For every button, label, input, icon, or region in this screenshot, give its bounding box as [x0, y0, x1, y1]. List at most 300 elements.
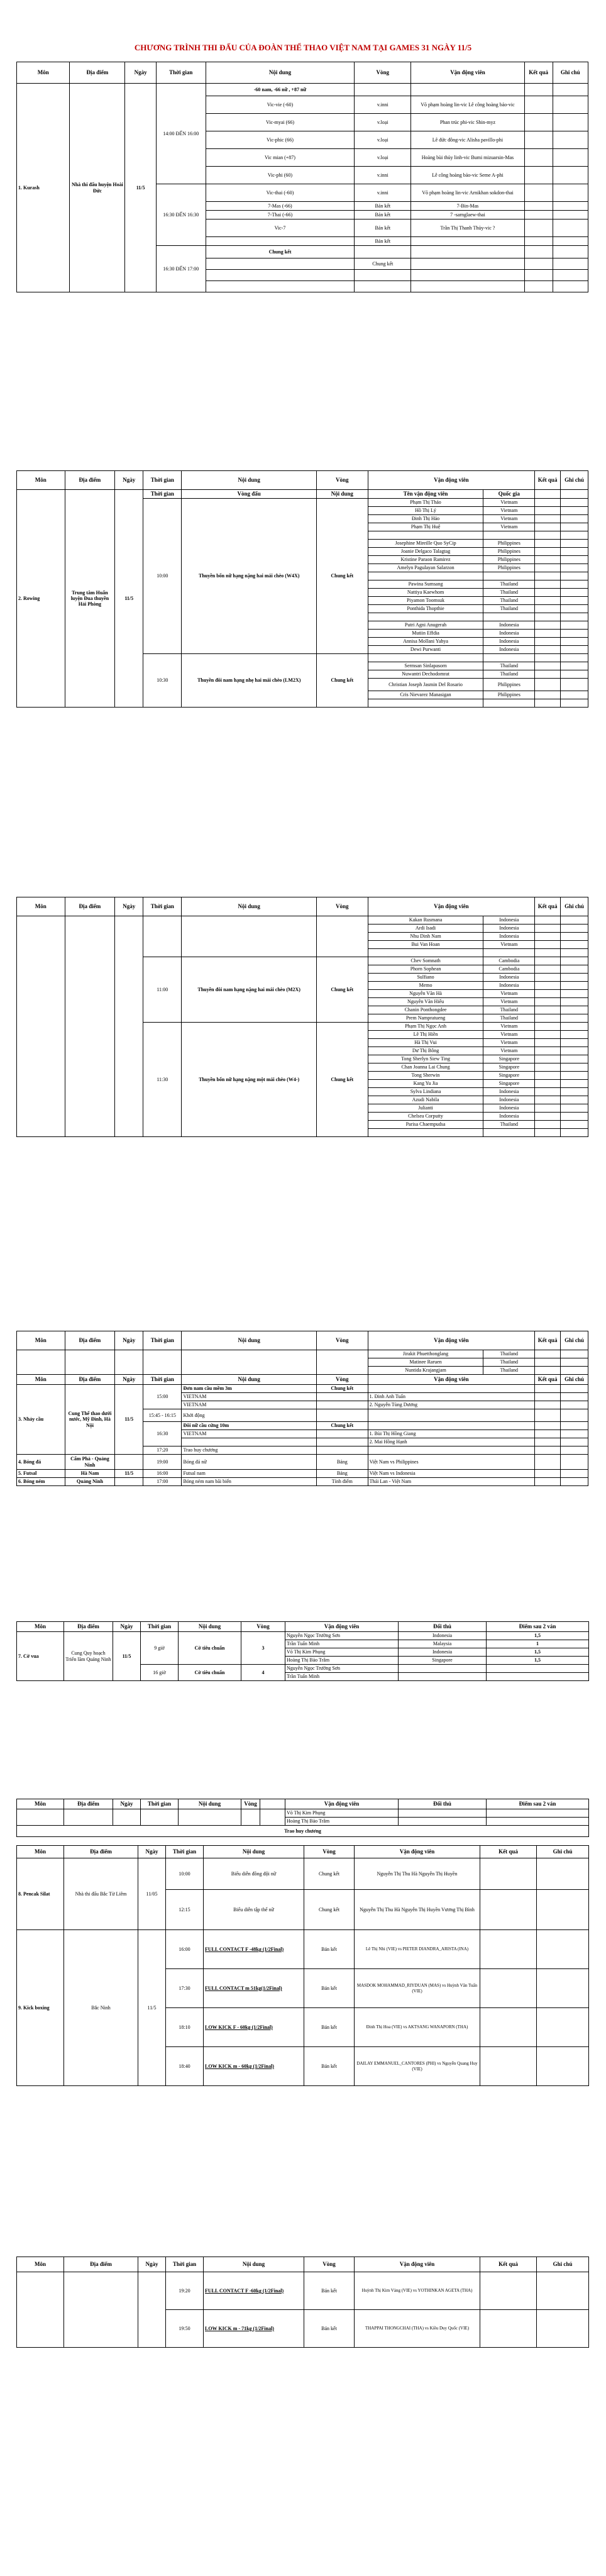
header-thoi-gian: Thời gian [166, 1846, 204, 1858]
event: 7-Thai (-66) [206, 211, 355, 219]
chess-continued-table [16, 1799, 589, 1837]
athlete-name: Julianti [368, 1104, 483, 1113]
header-vong: Vòng [355, 62, 411, 84]
country: Indonesia [483, 646, 535, 654]
header-mon: Môn [17, 1375, 65, 1385]
event: Futsal nam [182, 1470, 316, 1478]
diving-table [16, 1331, 588, 1486]
round: Bán kết [304, 2047, 355, 2086]
header-noi-dung: Nội dung [206, 62, 355, 84]
round: 3 [241, 1632, 285, 1665]
round: v.loại [355, 114, 411, 131]
round: v.inni [355, 167, 411, 184]
header-mon: Môn [17, 2257, 64, 2272]
event: Vic-phic (66) [206, 131, 355, 149]
event: Khởi động [182, 1409, 316, 1422]
country: Philippines [483, 564, 535, 572]
athletes: Hoàng bùi thủy linh-vic Bumi mizuarsin-Mas [411, 149, 524, 167]
header-ket-qua: Kết quả [535, 1331, 561, 1350]
athletes: Lê đức đông-vic Alisha pavillo-phi [411, 131, 524, 149]
country: Indonesia [483, 1113, 535, 1121]
country: Philippines [483, 548, 535, 556]
athlete-name: Nhu Dinh Nam [368, 933, 483, 941]
header-ngay: Ngày [138, 1846, 166, 1858]
athlete-name: Putri Agni Anugerah [368, 621, 483, 630]
athlete-name: Dư Thị Bông [368, 1047, 483, 1055]
header-vdv: Vận động viên [411, 62, 524, 84]
round: Chung kết [316, 654, 368, 708]
round: Bán kết [304, 1930, 355, 1969]
header-thoi-gian: Thời gian [156, 62, 206, 84]
time: 10:00 [143, 499, 182, 654]
header-mon: Môn [17, 1622, 64, 1632]
round: v.loại [355, 131, 411, 149]
header-dia-diem: Địa điểm [64, 2257, 138, 2272]
round: Bán kết [304, 1969, 355, 2008]
athlete-name: Nguyễn Ngọc Trường Sơn [285, 1632, 399, 1640]
country: Thailand [483, 1367, 535, 1375]
athlete-name: Chev Somnath [368, 957, 483, 965]
header-thoi-gian: Thời gian [143, 471, 182, 490]
athlete-name: Võ Thị Kim Phụng [285, 1648, 399, 1657]
header-ket-qua: Kết quả [535, 471, 561, 490]
header-ket-qua: Kết quả [535, 1375, 561, 1385]
kickboxing-continued-table [16, 2257, 589, 2348]
opponent: Indonesia [399, 1632, 487, 1640]
round: v.inni [355, 184, 411, 202]
round: Chung kết [316, 1422, 368, 1430]
time: 16:00 [143, 1470, 182, 1478]
athletes: Nguyễn Thị Thu Hà Nguyễn Thị Huyền Vương Thị Bình [355, 1890, 480, 1930]
header-dia-diem: Địa điểm [65, 897, 115, 916]
date: 11/5 [125, 84, 157, 292]
header-diem: Điểm sau 2 ván [487, 1622, 589, 1632]
rowing-continued-table [16, 897, 588, 1137]
sport-name: 7. Cờ vua [17, 1632, 64, 1681]
header-thoi-gian: Thời gian [143, 897, 182, 916]
header-dia-diem: Địa điểm [65, 1331, 115, 1350]
header-vdv: Vận động viên [368, 897, 535, 916]
athlete-name: Nuntida Krajangjam [368, 1367, 483, 1375]
athletes: Lê Thị Nhi (VIE) vs PIETER DIANDRA_ARISTA (INA) [355, 1930, 480, 1969]
time: 17:20 [143, 1446, 182, 1455]
athlete-name: Hà Thị Vui [368, 1039, 483, 1047]
athletes: Việt Nam vs Philippines [368, 1455, 535, 1470]
country: Vietnam [483, 1031, 535, 1039]
header-ghi-chu: Ghi chú [537, 1846, 589, 1858]
athlete-name: Memo [368, 982, 483, 990]
header-vdv: Vận động viên [368, 471, 535, 490]
athlete-name: Cris Nievarez Manasigan [368, 691, 483, 699]
round: Chung kết [355, 258, 411, 270]
athlete-name: Dewi Purwanti [368, 646, 483, 654]
athletes: Huỳnh Thị Kim Vàng (VIE) vs YOTHINKAN AGETA (THA) [355, 2272, 480, 2310]
header-doi-thu: Đối thủ [399, 1799, 487, 1809]
country: Philippines [483, 679, 535, 691]
header-dia-diem: Địa điểm [64, 1799, 113, 1809]
venue: Quảng Ninh [65, 1478, 115, 1486]
round: Tính điểm [316, 1478, 368, 1486]
category: -60 nam, -66 nữ , +87 nữ [206, 84, 355, 96]
athlete-name: Jirakit Phuetthonglang [368, 1350, 483, 1358]
country: Singapore [483, 1055, 535, 1063]
round: Chung kết [304, 1890, 355, 1930]
sport-name: 9. Kick boxing [17, 1930, 64, 2086]
time: 18:10 [166, 2008, 204, 2047]
event: Vic-phi (60) [206, 167, 355, 184]
round: Bán kết [355, 211, 411, 219]
country: Thailand [483, 1006, 535, 1014]
header-vong: Vòng [316, 897, 368, 916]
sport-name: 4. Bóng đá [17, 1455, 65, 1470]
country: Indonesia [483, 621, 535, 630]
country: Vietnam [483, 998, 535, 1006]
time: 15:45 - 16:15 [143, 1409, 182, 1422]
header-ngay: Ngày [115, 897, 143, 916]
time: 19:50 [166, 2310, 204, 2348]
time: 16:00 [166, 1930, 204, 1969]
athletes: MASDOK MOHAMMAD_RIYDUAN (MAS) vs Huỳnh Văn Tuấn (VIE) [355, 1969, 480, 2008]
sport-name: 5. Futsal [17, 1470, 65, 1478]
country: Indonesia [483, 916, 535, 924]
score: 1 [487, 1640, 589, 1648]
time: 16:30 ĐẾN 16:30 [156, 184, 206, 246]
country: Vietnam [483, 941, 535, 949]
athlete-name: Azudi Nabila [368, 1096, 483, 1104]
event: Biểu diễn đồng đội nữ [204, 1858, 304, 1890]
header-ket-qua: Kết quả [480, 1846, 537, 1858]
athlete-name: Nguyễn Văn Hiếu [368, 998, 483, 1006]
round: v.loại [355, 149, 411, 167]
athlete-name: Nattiya Kaewhom [368, 589, 483, 597]
time: 17:00 [143, 1478, 182, 1486]
time: 19:00 [143, 1455, 182, 1470]
event: Vic-vie (-60) [206, 96, 355, 114]
country: Philippines [483, 691, 535, 699]
country: Vietnam [483, 1023, 535, 1031]
date: 11/5 [115, 1470, 143, 1478]
date: 11/05 [138, 1858, 166, 1930]
time: 19:20 [166, 2272, 204, 2310]
venue: Trung tâm Huấn luyện Đua thuyền Hải Phòng [65, 490, 115, 708]
event: LOW KICK m - 60kg (1/2Final) [204, 2047, 304, 2086]
time: 16:30 [143, 1422, 182, 1446]
header-mon: Môn [17, 1799, 64, 1809]
header-ghi-chu: Ghi chú [537, 2257, 589, 2272]
header-vong: Vòng [241, 1622, 285, 1632]
country: Thailand [483, 1350, 535, 1358]
pencak-kickboxing-table [16, 1845, 589, 2086]
country: Thailand [483, 597, 535, 605]
sport-name: 8. Pencak Silat [17, 1858, 64, 1930]
header-dia-diem: Địa điểm [65, 1375, 115, 1385]
event: Đơn nam cầu mềm 3m [182, 1385, 316, 1393]
header-ngay: Ngày [113, 1622, 141, 1632]
country: Singapore [483, 1080, 535, 1088]
header-thoi-gian: Thời gian [166, 2257, 204, 2272]
header-dia-diem: Địa điểm [64, 1846, 138, 1858]
athlete-name: Nguyễn Ngọc Trường Sơn [285, 1665, 399, 1673]
time: 16:30 ĐẾN 17:00 [156, 246, 206, 292]
country: Thailand [483, 662, 535, 670]
time: 11:30 [143, 1023, 182, 1137]
header-vong: Vòng [304, 2257, 355, 2272]
athletes: 7-Bin-Mas [411, 202, 524, 211]
score: 1,5 [487, 1648, 589, 1657]
sport-name: 1. Kurash [17, 84, 70, 292]
event: Thuyền bốn nữ hạng nặng một mái chèo (W4-) [182, 1023, 316, 1137]
header-vdv: Vận động viên [285, 1622, 399, 1632]
country: Indonesia [483, 638, 535, 646]
country: Indonesia [483, 982, 535, 990]
header-dia-diem: Địa điểm [64, 1622, 113, 1632]
award-ceremony: Trao huy chương [17, 1826, 589, 1837]
athlete-name: Lê Thị Hiền [368, 1031, 483, 1039]
athletes: Đinh Thị Hoa (VIE) vs AKTSANG WANAPORN (THA) [355, 2008, 480, 2047]
sport-name: 3. Nhảy cầu [17, 1385, 65, 1455]
header-ghi-chu: Ghi chú [561, 897, 588, 916]
round: 4 [241, 1665, 285, 1681]
event: Vic-thai (-60) [206, 184, 355, 202]
country: Indonesia [483, 974, 535, 982]
athlete-name: Amelyn Pagulayan Salarzon [368, 564, 483, 572]
header-doi-thu: Đối thủ [399, 1622, 487, 1632]
event: Thuyền bốn nữ hạng nặng hai mái chèo (W4X) [182, 499, 316, 654]
athlete-name: Ardi Isadi [368, 924, 483, 933]
athletes: Phan trúc phi-vic Shin-myz [411, 114, 524, 131]
venue: Nhà thi đấu huyện Hoài Đức [70, 84, 125, 292]
country: Indonesia [483, 630, 535, 638]
athletes: Lê công hoàng bảo-vic Seme A-phi [411, 167, 524, 184]
round: Bán kết [304, 2310, 355, 2348]
header-noi-dung: Nội dung [179, 1799, 241, 1809]
athlete-name: Phạm Thị Ngọc Anh [368, 1023, 483, 1031]
athlete-name: Kang Yu Jia [368, 1080, 483, 1088]
event: Thuyền đôi nam hạng nặng hai mái chèo (M2X) [182, 957, 316, 1023]
country: Thailand [483, 1014, 535, 1023]
date: 11/5 [138, 1930, 166, 2086]
header-mon: Môn [17, 1331, 65, 1350]
country: VIETNAM [182, 1430, 316, 1438]
kurash-table [16, 62, 588, 292]
opponent: Singapore [399, 1657, 487, 1665]
athlete-name: Hoàng Thị Bảo Trâm [285, 1657, 399, 1665]
header-vong: Vòng [316, 1331, 368, 1350]
athlete-name: Bui Van Hoan [368, 941, 483, 949]
country: VIETNAM [182, 1401, 316, 1409]
header-vong: Vòng [316, 471, 368, 490]
header-noi-dung: Nội dung [179, 1622, 241, 1632]
country: Philippines [483, 540, 535, 548]
header-noi-dung: Nội dung [182, 1331, 316, 1350]
athlete-name: 1. Bùi Thị Hồng Giang [368, 1430, 535, 1438]
country: Indonesia [483, 1088, 535, 1096]
athlete-name: 2. Mai Hồng Hạnh [368, 1438, 535, 1446]
header-noi-dung: Nội dung [182, 1375, 316, 1385]
header-quoc-gia: Quốc gia [483, 490, 535, 499]
athlete-name: Matinee Raruen [368, 1358, 483, 1367]
athletes: DAILAY EMMANUEL_CANTORES (PHI) vs Nguyễn Quang Huy (VIE) [355, 2047, 480, 2086]
event: FULL CONTACT F -60kg (1/2Final) [204, 2272, 304, 2310]
athletes: Võ phạm hoàng lin-vic Lê công hoàng bảo-vic [411, 96, 524, 114]
athletes: Trần Thị Thanh Thủy-vic ? [411, 219, 524, 237]
time: 17:30 [166, 1969, 204, 2008]
venue: Nhà thi đấu Bắc Từ Liêm [64, 1858, 138, 1930]
country: Thailand [483, 589, 535, 597]
athlete-name: Chelsea Corputty [368, 1113, 483, 1121]
header-ngay: Ngày [115, 471, 143, 490]
header-ngay: Ngày [138, 2257, 166, 2272]
header-mon: Môn [17, 897, 65, 916]
event: FULL CONTACT m 51kg(1/2Final) [204, 1969, 304, 2008]
event: Trao huy chương [182, 1446, 316, 1455]
header-ngay: Ngày [115, 1375, 143, 1385]
country: Indonesia [483, 933, 535, 941]
date: 11/5 [113, 1632, 141, 1681]
athlete-name: Đinh Thị Hảo [368, 515, 483, 523]
opponent: Malaysia [399, 1640, 487, 1648]
event: Vic mian (+87) [206, 149, 355, 167]
round: Bán kết [304, 2008, 355, 2047]
header-ghi-chu: Ghi chú [561, 1331, 588, 1350]
round: Chung kết [304, 1858, 355, 1890]
time: 18:40 [166, 2047, 204, 2086]
country: Indonesia [483, 1096, 535, 1104]
header-noi-dung: Nội dung [182, 897, 316, 916]
country: Philippines [483, 556, 535, 564]
header-vong: Vòng [241, 1799, 260, 1809]
time: 9 giờ [141, 1632, 179, 1665]
round: Chung kết [316, 1023, 368, 1137]
country: Singapore [483, 1072, 535, 1080]
score: 1,5 [487, 1657, 589, 1665]
event: 7-Mas (-66) [206, 202, 355, 211]
header-noi-dung: Nội dung [182, 471, 316, 490]
header-ket-qua: Kết quả [524, 62, 553, 84]
country: VIETNAM [182, 1393, 316, 1401]
header-vdv: Vận động viên [355, 1846, 480, 1858]
header-thoi-gian: Thời gian [143, 1375, 182, 1385]
time: 12:15 [166, 1890, 204, 1930]
date: 11/5 [115, 1385, 143, 1455]
athlete-name: 1. Đinh Anh Tuấn [368, 1393, 535, 1401]
venue: Cung Thể thao dưới nước, Mỹ Đình, Hà Nội [65, 1385, 115, 1455]
header-thoi-gian: Thời gian [141, 1799, 179, 1809]
round: Chung kết [316, 957, 368, 1023]
header-vdv: Vận động viên [285, 1799, 399, 1809]
header-thoi-gian: Thời gian [143, 1331, 182, 1350]
country: Vietnam [483, 515, 535, 523]
final-label: Chung kết [206, 246, 355, 258]
athlete-name: Tong Sherlyn Siew Ting [368, 1055, 483, 1063]
event: LOW KICK F - 60kg (1/2Final) [204, 2008, 304, 2047]
athlete-name: Josephine Mireille Quo SyCip [368, 540, 483, 548]
event: Bóng đá nữ [182, 1455, 316, 1470]
header-vong: Vòng [304, 1846, 355, 1858]
athlete-name: Sulfiano [368, 974, 483, 982]
athlete-name: Trần Tuấn Minh [285, 1640, 399, 1648]
header-ngay: Ngày [115, 1331, 143, 1350]
athletes: 7 -sarnglaew-thai [411, 211, 524, 219]
country: Thailand [483, 1121, 535, 1129]
time: 14:00 ĐẾN 16:00 [156, 84, 206, 184]
athlete-name: Chanin Ponthongdee [368, 1006, 483, 1014]
time: 11:00 [143, 957, 182, 1023]
event: Cờ tiêu chuẩn [179, 1632, 241, 1665]
country: Vietnam [483, 499, 535, 507]
header-noi-dung: Nội dung [204, 2257, 304, 2272]
country: Vietnam [483, 507, 535, 515]
athlete-name: Hoàng Thị Bảo Trâm [285, 1818, 399, 1826]
athlete-name: Trần Tuấn Minh [285, 1673, 399, 1681]
time: 10:30 [143, 654, 182, 708]
header-ghi-chu: Ghi chú [553, 62, 588, 84]
sport-name: 6. Bóng ném [17, 1478, 65, 1486]
event: Cờ tiêu chuẩn [179, 1665, 241, 1681]
venue: Bắc Ninh [64, 1930, 138, 2086]
header-ten-vdv: Tên vận động viên [368, 490, 483, 499]
athlete-name: Pawina Sumsang [368, 580, 483, 589]
round: Bán kết [355, 219, 411, 237]
athletes: Thái Lan - Việt Nam [368, 1478, 535, 1486]
athlete-name: Joanie Delgaco Talagtag [368, 548, 483, 556]
header-dia-diem: Địa điểm [70, 62, 125, 84]
athlete-name: Parisa Chaempudsa [368, 1121, 483, 1129]
country: Indonesia [483, 924, 535, 933]
opponent: Indonesia [399, 1648, 487, 1657]
header-ngay: Ngày [125, 62, 157, 84]
event: Đôi nữ cầu cứng 10m [182, 1422, 316, 1430]
athletes: Võ phạm hoàng lin-vic Arnikhan sokdon-thai [411, 184, 524, 202]
country: Vietnam [483, 523, 535, 531]
chess-table [16, 1621, 589, 1681]
header-noi-dung: Nội dung [316, 490, 368, 499]
athlete-name: Kakan Rusmana [368, 916, 483, 924]
athlete-name: Sermsan Sinlapasorn [368, 662, 483, 670]
header-mon: Môn [17, 62, 70, 84]
time: 15:00 [143, 1385, 182, 1409]
venue: Cung Quy hoạch Triển lãm Quảng Ninh [64, 1632, 113, 1681]
athletes: THAPPAI THONGCHAI (THA) vs Kiều Duy Quốc (VIE) [355, 2310, 480, 2348]
header-vdv: Vận động viên [368, 1331, 535, 1350]
athlete-name: Chan Joanna Lai Chung [368, 1063, 483, 1072]
athlete-name: Phạm Thị Huệ [368, 523, 483, 531]
athlete-name: Christian Joseph Jasmin Del Rosario [368, 679, 483, 691]
time: 16 giờ [141, 1665, 179, 1681]
round: v.inni [355, 96, 411, 114]
header-thoi-gian: Thời gian [143, 490, 182, 499]
score: 1,5 [487, 1632, 589, 1640]
country: Vietnam [483, 990, 535, 998]
header-vong: Vòng [316, 1375, 368, 1385]
header-diem: Điểm sau 2 ván [487, 1799, 589, 1809]
header-ghi-chu: Ghi chú [561, 471, 588, 490]
date: 11/5 [115, 490, 143, 708]
event: Vic-myai (66) [206, 114, 355, 131]
country: Cambodia [483, 965, 535, 974]
time: 10:00 [166, 1858, 204, 1890]
round: Bảng [316, 1455, 368, 1470]
venue: Cẩm Phả - Quảng Ninh [65, 1455, 115, 1470]
header-mon: Môn [17, 1846, 64, 1858]
athlete-name: Sylva Lindiana [368, 1088, 483, 1096]
round: Chung kết [316, 1385, 368, 1393]
athletes: Nguyễn Thị Thu Hà Nguyễn Thị Huyền [355, 1858, 480, 1890]
country: Indonesia [483, 1104, 535, 1113]
country: Singapore [483, 1063, 535, 1072]
rowing-table [16, 470, 588, 708]
header-dia-diem: Địa điểm [65, 471, 115, 490]
